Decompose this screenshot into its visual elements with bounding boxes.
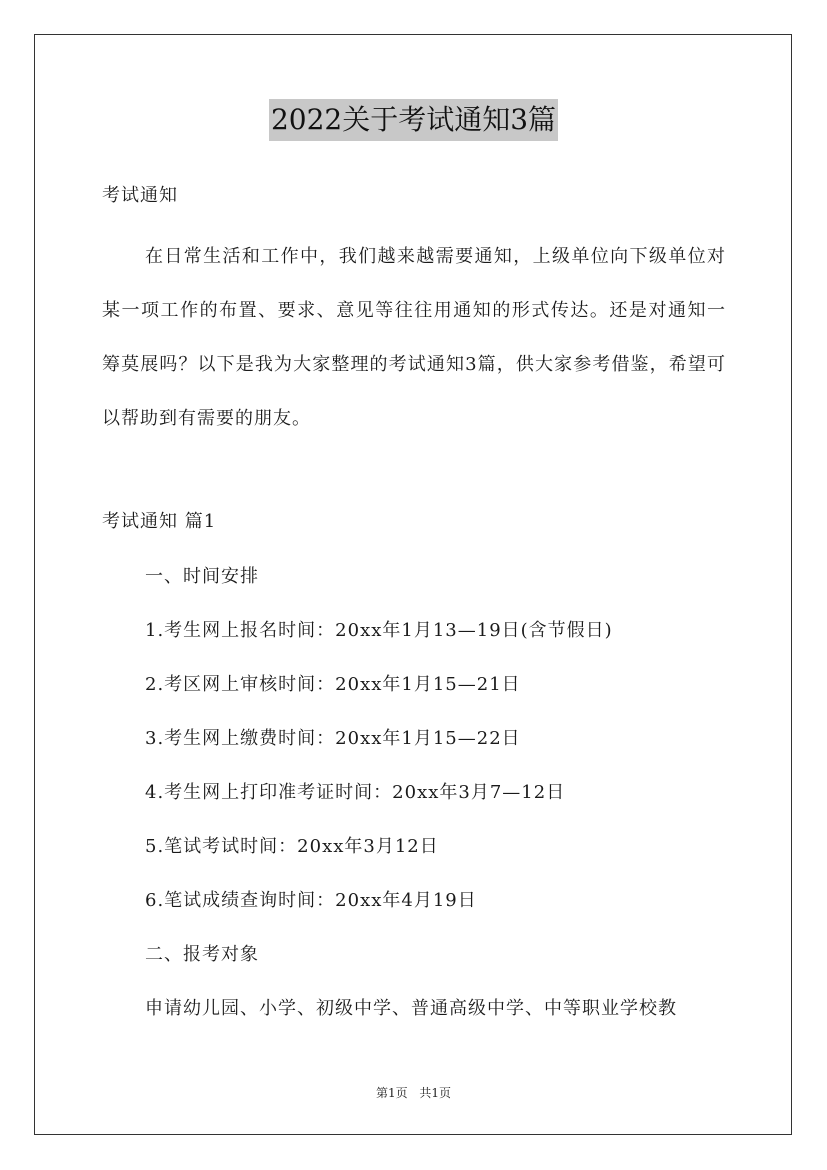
- schedule-item: 3.考生网上缴费时间：20xx年1月15—22日: [145, 728, 521, 749]
- page-footer: [0, 1084, 827, 1101]
- body-text-line: 申请幼儿园、小学、初级中学、普通高级中学、中等职业学校教: [145, 998, 677, 1019]
- schedule-item: 5.笔试考试时间：20xx年3月12日: [145, 836, 439, 857]
- page-number: 第1页: [375, 1086, 408, 1100]
- subheading-applicants: 二、报考对象: [145, 944, 259, 965]
- schedule-item: 4.考生网上打印准考证时间：20xx年3月7—12日: [145, 782, 566, 803]
- document-title: 2022关于考试通知3篇: [269, 99, 558, 141]
- schedule-item: 1.考生网上报名时间：20xx年1月13—19日(含节假日): [145, 620, 613, 641]
- subheading-schedule: 一、时间安排: [145, 566, 259, 587]
- section-title: 考试通知 篇1: [102, 511, 217, 532]
- schedule-item: 2.考区网上审核时间：20xx年1月15—21日: [145, 674, 521, 695]
- intro-paragraph: 在日常生活和工作中，我们越来越需要通知，上级单位向下级单位对某一项工作的布置、要求、意见等往往用通知的形式传达。还是对通知一筹莫展吗？以下是我为大家整理的考试通知3篇，供大家参考借鉴，希望可以帮助到有需要的朋友。: [102, 246, 726, 429]
- schedule-item: 6.笔试成绩查询时间：20xx年4月19日: [145, 890, 477, 911]
- page-total: 共1页: [419, 1086, 452, 1100]
- heading-exam-notice: 考试通知: [102, 185, 178, 206]
